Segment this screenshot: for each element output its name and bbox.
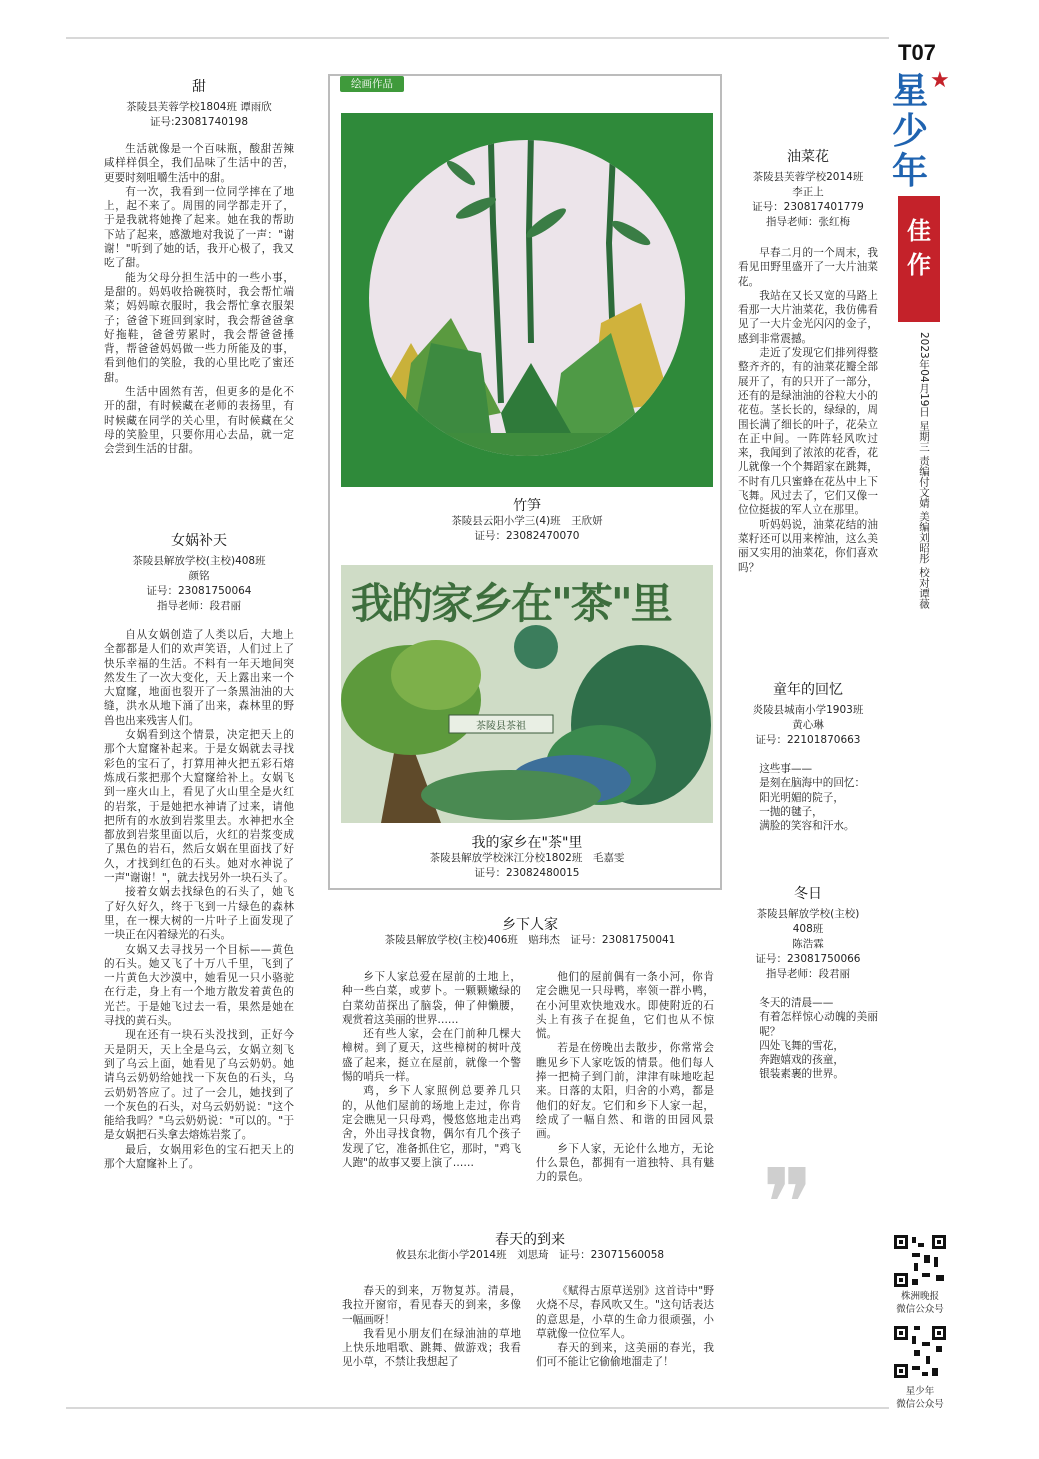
article-title-spring: 春天的到来 (495, 1232, 565, 1248)
article-cert: 证号：23081740177​9 (752, 201, 864, 213)
article-body: 早春二月的一个周末，我看见田野里盛开了一大片油菜花。 我站在又长又宽的马路上看那一大片油菜花，我仿佛看见了一大片金光闪闪的金子，感到非常震撼。 走近了发现它们排列得整整齐齐的，有的油菜花瓣全部展开了，有的只开了一部分，还有的是绿油油的谷粒大小的花苞。茎长长的，绿绿的，周围长满了细长的叶子，花朵立在正中间。一阵阵轻风吹过来，我闻到了浓浓的花香，花儿就像一个个舞蹈家在跳舞，不时有几只蜜蜂在花丛中上下飞舞。风过去了，它们又像一位位挺拔的军人立在那里。 听妈妈说，油菜花结的油菜籽还可以用来榨油，这么美丽又实用的油菜花，你们喜欢吗？ (738, 247, 878, 574)
article-title: 女娲补天 (171, 533, 227, 549)
article-village-col1: 乡下人家总爱在屋前的土地上，种一些白菜，或萝卜。一颗颗嫩绿的白菜幼苗探出了脑袋，伸了伸懒腰，观赏着这美丽的世界…… 还有些人家，会在门前种几棵大樟树。到了夏天，这些樟树的树叶茂盛了起来，挺立在屋前，就像一个警惕的哨兵一样。 鸡，乡下人家照例总要养几只的，从他们屋前的场地上走过，你肯定会瞧见一只母鸡，慢悠悠地走出鸡舍，外出寻找食物，偶尔有几个孩子发现了它，准备抓住它，那时，"鸡飞人跑"的故事又要上演了…… (342, 971, 521, 1169)
painted-slogan: 我的家乡在"茶"里 (351, 579, 671, 628)
article-teacher: 指导老师：段君丽 (157, 600, 241, 612)
article-body: 生活就像是一个百味瓶，酸甜苦辣咸样样俱全，我们品味了生活中的苦，更要时刻咀嚼生活中的甜。 有一次，我看到一位同学摔在了地上，起不来了。周围的同学都走开了，于是我就将她搀了起来。她在我的帮助下站了起来，感激地对我说了一声："谢谢！"听到了她的话，我开心极了，我又吃了甜。 能为父母分担生活中的一些小事，是甜的。妈妈收拾碗筷时，我会帮忙端菜；妈妈晾衣服时，我会帮忙拿衣服架子；爸爸下班回到家时，我会帮爸爸拿好拖鞋，爸爸劳累时，我会帮爸爸捶背，帮爸爸妈妈做一些力所能及的事，看到他们的笑脸，我的心里比吃了蜜还甜。 生活中固然有苦，但更多的是化不开的甜，有时候藏在老师的表扬里，有时候藏在同学的关心里，有时候藏在父母的笑脸里，只要你用心去品，就一定会尝到生活的甘甜。 (104, 143, 294, 456)
dateline: 2023年04月19日 星期三 责编付文婧 美编刘昭彤 校对谭薇 (918, 332, 930, 609)
article-cert: 证号：22101870663 (755, 734, 861, 746)
artwork-school: 茶陵县云阳小学三(4)班 王欣妍 (451, 515, 603, 527)
article-rapeseed (738, 146, 878, 575)
bottom-rule (66, 1407, 889, 1409)
star-icon: ★ (930, 68, 950, 93)
qr-label-2: 星少年 微信公众号 (896, 1386, 944, 1410)
article-school: 茶陵县解放学校(主校) (756, 908, 860, 920)
article-village-col2: 他们的屋前偶有一条小河，你肯定会瞧见一只母鸭，率领一群小鸭，在小河里欢快地戏水。即使附近的石头上有孩子在捉鱼，它们也从不惊慌。 若是在傍晚出去散步，你常常会瞧见乡下人家吃饭的情景。他们每人捧一把椅子到门前，津津有味地吃起来。日落的太阳，归舍的小鸡，都是他们的好友。它们和乡下人家一起，绘成了一幅自然、和谐的田园风景画。 乡下人家，无论什么地方，无论什么景色，都拥有一道独特、具有魅力的景色。 (536, 971, 714, 1184)
bamboo-shoots-painting (341, 113, 713, 487)
article-cert: 证号:23081740198 (149, 116, 249, 128)
poem-body: 冬天的清晨—— 有着怎样惊心动魄的美丽呢？ 四处飞舞的雪花， 奔跑嬉戏的孩童， 银装素裹的世界。 (759, 997, 878, 1081)
article-school: 炎陵县城南小学1903班 (752, 704, 864, 716)
artwork-school: 茶陵县解放学校洣江分校1802班 毛嘉雯 (429, 852, 625, 864)
article-author: 颜铭 (188, 570, 210, 582)
artwork-cert: 证号：23082470070 (474, 530, 580, 542)
article-cert: 证号：23081750064 (146, 585, 252, 597)
article-title: 甜 (192, 79, 206, 95)
artwork-title: 竹笋 (513, 498, 541, 514)
article-byline-village: 茶陵县解放学校(主校)406班 赔玮杰 证号：23081750041 (384, 934, 676, 946)
article-title-village: 乡下人家 (502, 917, 558, 933)
article-school: 茶陵县芙蓉学校2014班 (752, 171, 864, 183)
article-nvwa (104, 530, 294, 1171)
article-title: 冬日 (794, 886, 822, 902)
article-spring-col1: 春天的到来，万物复苏。清晨，我拉开窗帘，看见春天的到来，多像一幅画呀！ 我看见小朋友们在绿油油的草地上快乐地唱歌、跳舞、做游戏；我看见小草，不禁让我想起了 (342, 1285, 521, 1369)
article-title: 油菜花 (787, 149, 829, 165)
article-body: 自从女娲创造了人类以后，大地上全都都是人们的欢声笑语，人们过上了快乐幸福的生活。不料有一年天地间突然发生了一次大变化，天上露出来一个大窟窿，地面也裂开了一条黑油油的大缝，洪水从地下涌了出来，森林里的野兽也出来残害人们。 女娲看到这个情景，决定把天上的那个大窟窿补起来。于是女娲就去寻找彩色的宝石了，打算用神火把五彩石熔炼成石浆把那个大窟窿给补上。女娲飞到一座火山上，看见了火山里全是火红的岩浆，于是她把水神请了过来，请他把所有的水放到岩浆里去。水神把水全都放到岩浆里面以后，火红的岩浆变成了黑色的岩石，然后女娲在里面找了好久，才找到红色的石头。她对水神说了一声"谢谢！"，就去找另外一块石头了。 接着女娲去找绿色的石头了，她飞了好久好久，终于飞到一片绿色的森林里，在一棵大树的一片叶子上面发现了一块正在闪着绿光的石头。 女娲又去寻找另一个目标——黄色的石头。她又飞了十万八千里，飞到了一片黄色大沙漠中，她看见一只小骆驼在行走，身上有一个地方散发着黄色的光芒。于是她飞过去一看，果然是她在寻找的黄石头。 现在还有一块石头没找到，正好今天是阴天，天上全是乌云，女娲立刻飞到了乌云上面，她看见了乌云奶奶。她请乌云奶奶给她找一下灰色的石头，乌云奶奶答应了。过了一会儿，她找到了一个灰色的石头，对乌云奶奶说："这个能给我吗？"乌云奶奶说："可以的。"于是女娲把石头拿去熔炼岩浆了。 最后，女娲用彩色的宝石把天上的那个大窟窿补上了。 (104, 629, 294, 1170)
article-byline-spring: 攸县东北街小学2014班 刘思琦 证号：23071560058 (395, 1249, 665, 1261)
tea-hometown-painting (341, 565, 713, 823)
artwork-title: 我的家乡在"茶"里 (471, 835, 583, 851)
article-author: 黄心琳 (792, 719, 824, 731)
article-author: 陈浩霖 (792, 938, 824, 950)
page-number: T07 (898, 40, 936, 65)
article-teacher: 指导老师：段君丽 (766, 968, 850, 980)
article-winter (738, 883, 878, 1082)
article-childhood (738, 679, 878, 833)
article-spring-col2: 《赋得古原草送别》这首诗中"野火烧不尽，春风吹又生。"这句话表达的意思是，小草的生命力很顽强，小草就像一位位军人。 春天的到来，这美丽的春光，我们可不能让它偷偷地溜走了！ (536, 1285, 714, 1369)
article-teacher: 指导老师：张红梅 (766, 216, 850, 228)
article-author: 李正上 (792, 186, 824, 198)
quote-mark-icon: ❞ (762, 1148, 814, 1260)
qr-code-icon (892, 1233, 948, 1289)
article-school: 茶陵县芙蓉学校1804班 谭雨欣 (126, 101, 272, 113)
artwork-cert: 证号：23082480015 (474, 867, 580, 879)
qr-code-icon (892, 1324, 948, 1380)
article-sweet (104, 76, 294, 457)
painted-sign: 茶陵县茶祖 (476, 721, 526, 732)
article-class: 408班 (792, 923, 824, 935)
article-title: 童年的回忆 (773, 682, 843, 698)
top-rule (66, 37, 889, 39)
brand-name: 星少年 (892, 71, 929, 192)
poem-body: 这些事—— 是刻在脑海中的回忆： 阳光明媚的院子， 一抛的毽子， 满脸的笑容和汗水。 (759, 763, 866, 833)
article-school: 茶陵县解放学校(主校)408班 (132, 555, 266, 567)
article-cert: 证号：23081750066 (755, 953, 861, 965)
artwork-tag: 绘画作品 (340, 76, 404, 92)
brand-logo (890, 68, 954, 192)
qr-label-1: 株洲晚报 微信公众号 (896, 1291, 944, 1315)
section-label: 佳作 (898, 196, 940, 322)
